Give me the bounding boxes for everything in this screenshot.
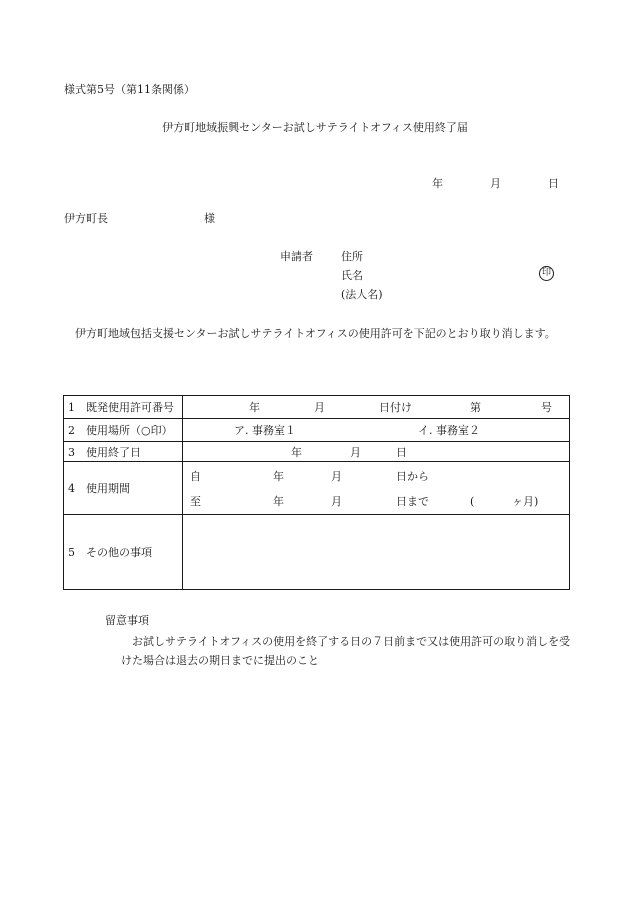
permit-month-label: 月 — [314, 401, 325, 414]
period-paren-open: ( — [470, 495, 475, 508]
end-year-label: 年 — [291, 446, 302, 459]
date-day-label: 日 — [548, 177, 559, 190]
room1-option[interactable]: ア. 事務室１ — [234, 424, 296, 437]
notes-text: お試しサテライトオフィスの使用を終了する日の７日前まで又は使用許可の取り消しを受けた場合は退去の期日までに提出のこと — [121, 635, 571, 667]
body-text: 伊方町地域包括支援センターお試しサテライトオフィスの使用許可を下記のとおり取り消します。 — [75, 327, 556, 340]
location-label: 2 使用場所（○印） — [64, 419, 183, 442]
period-from-year: 年 — [273, 470, 284, 483]
end-day-label: 日 — [396, 446, 407, 459]
period-from-label: 自 — [190, 470, 201, 483]
seal-mark: 印 — [539, 266, 554, 281]
period-label: 4 使用期間 — [64, 462, 183, 515]
permit-year-label: 年 — [249, 401, 260, 414]
period-from-day: 日から — [396, 470, 429, 483]
period-value[interactable] — [183, 462, 570, 515]
end-date-value[interactable] — [183, 442, 570, 462]
other-matters-value[interactable] — [183, 515, 570, 590]
addressee-honorific: 様 — [204, 212, 215, 225]
period-from-month: 月 — [331, 470, 342, 483]
permit-number-label: 1 既発使用許可番号 — [64, 396, 183, 419]
period-to-year: 年 — [273, 495, 284, 508]
table-row-location — [64, 419, 570, 442]
end-date-label: 3 使用終了日 — [64, 442, 183, 462]
applicant-corporate-name-label: (法人名) — [341, 288, 383, 301]
form-number: 様式第5号（第11条関係） — [64, 83, 195, 96]
period-months-label: ヶ月) — [512, 495, 539, 508]
addressee-name: 伊方町長 — [64, 212, 108, 225]
table-row-permit-number — [64, 396, 570, 419]
notes-heading: 留意事項 — [105, 614, 149, 627]
period-to-month: 月 — [331, 495, 342, 508]
permit-number-value[interactable] — [183, 396, 570, 419]
table-row-end-date — [64, 442, 570, 462]
date-year-label: 年 — [432, 177, 443, 190]
permit-go-label: 号 — [541, 401, 552, 414]
applicant-name-label: 氏名 — [341, 269, 363, 282]
permit-dated-label: 日付け — [379, 401, 412, 414]
permit-dai-label: 第 — [470, 401, 481, 414]
room2-option[interactable]: イ. 事務室２ — [418, 424, 480, 437]
other-matters-label: 5 その他の事項 — [64, 515, 183, 590]
end-month-label: 月 — [350, 446, 361, 459]
detail-table — [63, 395, 570, 590]
document-title: 伊方町地域振興センターお試しサテライトオフィス使用終了届 — [162, 121, 468, 134]
date-month-label: 月 — [490, 177, 501, 190]
applicant-address-label: 住所 — [341, 250, 363, 263]
period-to-day: 日まで — [396, 495, 429, 508]
table-row-other — [64, 515, 570, 590]
table-row-period — [64, 462, 570, 515]
applicant-label: 申請者 — [280, 250, 313, 263]
location-value[interactable] — [183, 419, 570, 442]
period-to-label: 至 — [190, 495, 201, 508]
